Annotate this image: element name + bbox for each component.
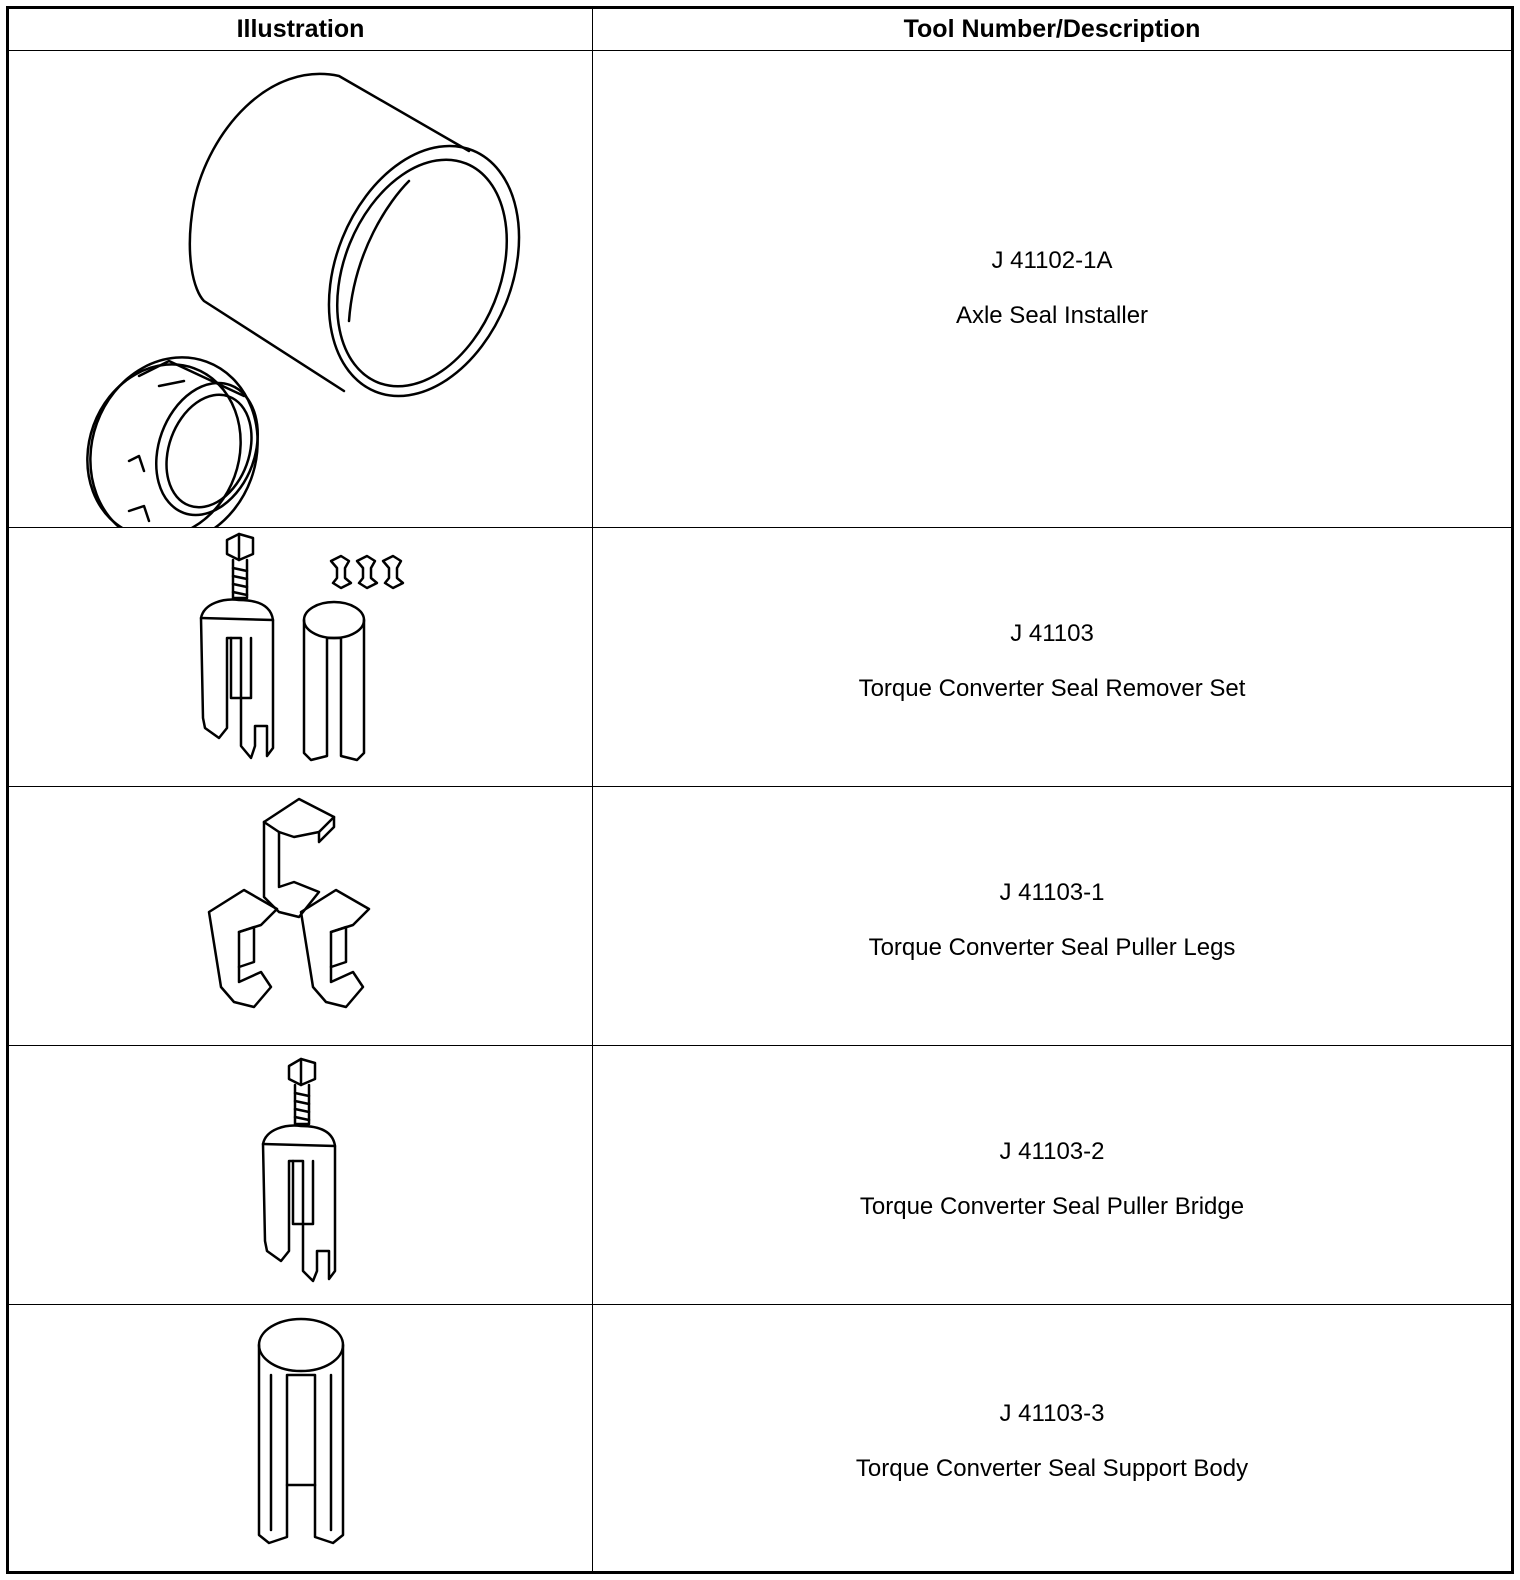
puller-legs-illustration [9,787,593,1046]
illustration-cell [9,1046,593,1304]
seal-remover-set-illustration [9,528,593,787]
illustration-cell [9,787,593,1045]
support-body-illustration [9,1305,593,1571]
illustration-cell [9,528,593,786]
header-tool-description: Tool Number/Description [903,15,1201,43]
tool-number: J 41103-3 [999,1400,1105,1427]
description-cell [593,1046,1511,1304]
puller-bridge-illustration [9,1046,593,1305]
tool-description: Axle Seal Installer [955,302,1149,329]
tool-number: J 41103 [1010,620,1094,647]
tool-description: Torque Converter Seal Puller Legs [868,934,1236,961]
table-header-row [9,9,1511,51]
tool-number: J 41102-1A [991,247,1113,274]
tool-number: J 41103-2 [999,1138,1105,1165]
table-row [9,528,1511,787]
description-cell [593,51,1511,527]
tool-description: Torque Converter Seal Puller Bridge [859,1193,1245,1220]
table-row [9,1305,1511,1571]
table-row [9,51,1511,528]
description-cell [593,1305,1511,1571]
header-illustration-cell [9,9,593,50]
header-illustration: Illustration [236,15,365,43]
header-tool-cell [593,9,1511,50]
table-row [9,787,1511,1046]
illustration-cell [9,1305,593,1571]
description-cell [593,787,1511,1045]
illustration-cell [9,51,593,527]
table-row [9,1046,1511,1305]
axle-seal-installer-illustration [9,51,593,528]
tool-number: J 41103-1 [999,879,1105,906]
tool-description: Torque Converter Seal Support Body [855,1455,1249,1482]
description-cell [593,528,1511,786]
tool-table [6,6,1514,1574]
tool-description: Torque Converter Seal Remover Set [858,675,1246,702]
